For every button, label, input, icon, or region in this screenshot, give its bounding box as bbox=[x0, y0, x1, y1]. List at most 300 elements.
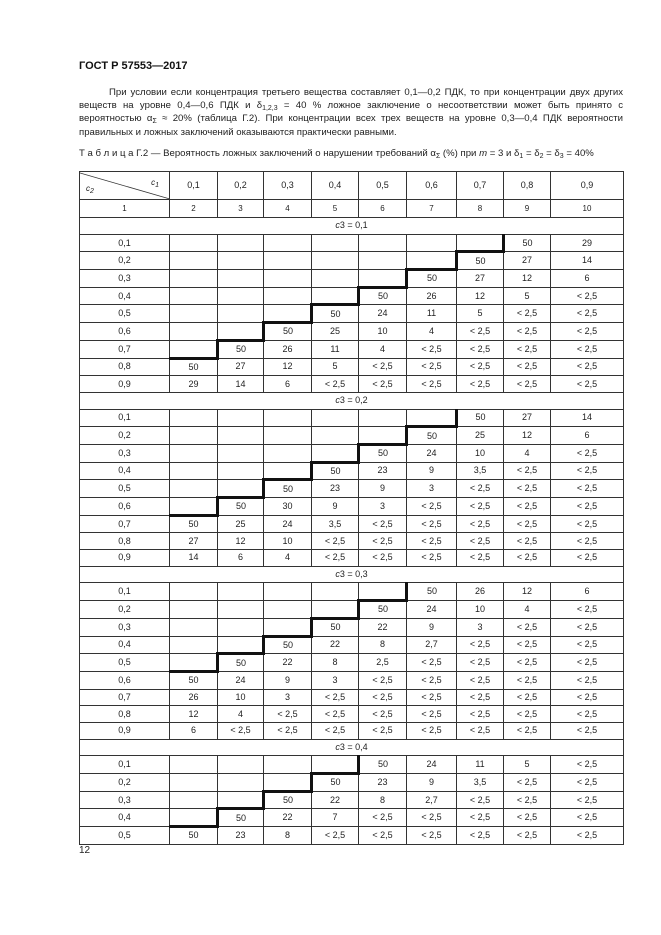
value-cell: 27 bbox=[504, 252, 551, 270]
empty-cell bbox=[170, 636, 218, 654]
value-cell: 26 bbox=[457, 583, 504, 601]
value-cell: < 2,5 bbox=[457, 533, 504, 550]
value-cell: 23 bbox=[359, 462, 407, 480]
empty-cell bbox=[359, 270, 407, 288]
value-cell: 22 bbox=[264, 809, 312, 827]
value-cell: 11 bbox=[407, 305, 457, 323]
value-cell: 12 bbox=[218, 533, 264, 550]
section-header-row bbox=[80, 566, 624, 583]
empty-cell bbox=[170, 618, 218, 636]
empty-cell bbox=[457, 234, 504, 252]
value-cell: 12 bbox=[457, 287, 504, 305]
column-header: 0,9 bbox=[551, 172, 624, 200]
value-cell: 3,5 bbox=[457, 774, 504, 792]
value-cell: < 2,5 bbox=[264, 706, 312, 723]
value-cell: 50 bbox=[170, 515, 218, 533]
value-cell: 22 bbox=[312, 791, 359, 809]
value-cell: < 2,5 bbox=[504, 654, 551, 672]
value-cell: < 2,5 bbox=[457, 671, 504, 689]
row-label-c2: 0,2 bbox=[80, 774, 170, 792]
empty-cell bbox=[312, 270, 359, 288]
row-label-c2: 0,2 bbox=[80, 601, 170, 619]
column-number: 1 bbox=[80, 200, 170, 218]
empty-cell bbox=[170, 270, 218, 288]
value-cell: 8 bbox=[264, 827, 312, 845]
empty-cell bbox=[359, 234, 407, 252]
value-cell: 24 bbox=[407, 601, 457, 619]
empty-cell bbox=[264, 270, 312, 288]
value-cell: 50 bbox=[218, 498, 264, 516]
value-cell: < 2,5 bbox=[457, 480, 504, 498]
value-cell: 3,5 bbox=[312, 515, 359, 533]
row-label-c2: 0,3 bbox=[80, 791, 170, 809]
value-cell: 5 bbox=[457, 305, 504, 323]
table-row bbox=[80, 809, 624, 827]
value-cell: 50 bbox=[312, 462, 359, 480]
section-header-row bbox=[80, 392, 624, 409]
value-cell: 50 bbox=[312, 774, 359, 792]
column-number: 7 bbox=[407, 200, 457, 218]
empty-cell bbox=[312, 427, 359, 445]
value-cell: < 2,5 bbox=[551, 689, 624, 706]
table-row bbox=[80, 498, 624, 516]
value-cell: < 2,5 bbox=[504, 515, 551, 533]
value-cell: < 2,5 bbox=[457, 722, 504, 739]
corner-cell bbox=[80, 172, 170, 200]
probability-table bbox=[79, 171, 624, 845]
value-cell: 22 bbox=[359, 618, 407, 636]
value-cell: 50 bbox=[218, 654, 264, 672]
column-number: 5 bbox=[312, 200, 359, 218]
value-cell: < 2,5 bbox=[551, 722, 624, 739]
column-header: 0,1 bbox=[170, 172, 218, 200]
row-label-c2: 0,1 bbox=[80, 756, 170, 774]
value-cell: < 2,5 bbox=[359, 706, 407, 723]
empty-cell bbox=[407, 234, 457, 252]
row-label-c2: 0,5 bbox=[80, 480, 170, 498]
empty-cell bbox=[264, 427, 312, 445]
row-label-c2: 0,4 bbox=[80, 809, 170, 827]
row-label-c2: 0,8 bbox=[80, 533, 170, 550]
value-cell: < 2,5 bbox=[407, 827, 457, 845]
value-cell: < 2,5 bbox=[457, 791, 504, 809]
table-caption bbox=[79, 148, 627, 159]
value-cell: 5 bbox=[504, 287, 551, 305]
value-cell: < 2,5 bbox=[504, 722, 551, 739]
value-cell: 24 bbox=[264, 515, 312, 533]
value-cell: < 2,5 bbox=[551, 791, 624, 809]
value-cell: < 2,5 bbox=[504, 498, 551, 516]
value-cell: < 2,5 bbox=[504, 791, 551, 809]
subscript: 1 bbox=[519, 153, 524, 160]
value-cell: < 2,5 bbox=[504, 533, 551, 550]
value-cell: < 2,5 bbox=[551, 444, 624, 462]
value-cell: < 2,5 bbox=[359, 722, 407, 739]
value-cell: 50 bbox=[170, 358, 218, 376]
value-cell: 2,7 bbox=[407, 791, 457, 809]
value-cell: 3 bbox=[312, 671, 359, 689]
body-paragraph bbox=[79, 86, 623, 139]
value-cell: < 2,5 bbox=[312, 376, 359, 393]
value-cell: < 2,5 bbox=[312, 550, 359, 567]
empty-cell bbox=[218, 409, 264, 427]
value-cell: < 2,5 bbox=[457, 550, 504, 567]
value-cell: < 2,5 bbox=[504, 323, 551, 341]
value-cell: 4 bbox=[359, 340, 407, 358]
value-cell: 11 bbox=[312, 340, 359, 358]
empty-cell bbox=[218, 427, 264, 445]
row-label-c2: 0,2 bbox=[80, 427, 170, 445]
row-label-c2: 0,5 bbox=[80, 654, 170, 672]
value-cell: < 2,5 bbox=[551, 756, 624, 774]
empty-cell bbox=[264, 444, 312, 462]
empty-cell bbox=[170, 252, 218, 270]
value-cell: < 2,5 bbox=[312, 689, 359, 706]
empty-cell bbox=[170, 601, 218, 619]
value-cell: < 2,5 bbox=[504, 706, 551, 723]
empty-cell bbox=[218, 323, 264, 341]
value-cell: < 2,5 bbox=[551, 287, 624, 305]
empty-cell bbox=[264, 601, 312, 619]
value-cell: 50 bbox=[407, 427, 457, 445]
value-cell: < 2,5 bbox=[264, 722, 312, 739]
value-cell: < 2,5 bbox=[504, 480, 551, 498]
table-row bbox=[80, 706, 624, 723]
column-number: 2 bbox=[170, 200, 218, 218]
value-cell: 25 bbox=[312, 323, 359, 341]
value-cell: 50 bbox=[359, 601, 407, 619]
value-cell: < 2,5 bbox=[312, 706, 359, 723]
value-cell: < 2,5 bbox=[457, 809, 504, 827]
empty-cell bbox=[264, 756, 312, 774]
value-cell: < 2,5 bbox=[504, 305, 551, 323]
empty-cell bbox=[264, 409, 312, 427]
row-label-c2: 0,5 bbox=[80, 305, 170, 323]
value-cell: 24 bbox=[218, 671, 264, 689]
value-cell: < 2,5 bbox=[551, 340, 624, 358]
empty-cell bbox=[264, 462, 312, 480]
value-cell: 27 bbox=[457, 270, 504, 288]
empty-cell bbox=[407, 252, 457, 270]
value-cell: 50 bbox=[359, 756, 407, 774]
column-header: 0,3 bbox=[264, 172, 312, 200]
value-cell: < 2,5 bbox=[504, 827, 551, 845]
c1-label: $c_1$ bbox=[151, 178, 159, 189]
value-cell: 4 bbox=[504, 601, 551, 619]
value-cell: 4 bbox=[504, 444, 551, 462]
value-cell: < 2,5 bbox=[359, 550, 407, 567]
table-row bbox=[80, 515, 624, 533]
row-label-c2: 0,3 bbox=[80, 444, 170, 462]
value-cell: 14 bbox=[551, 409, 624, 427]
value-cell: < 2,5 bbox=[407, 376, 457, 393]
value-cell: 2,7 bbox=[407, 636, 457, 654]
value-cell: < 2,5 bbox=[551, 533, 624, 550]
value-cell: < 2,5 bbox=[457, 498, 504, 516]
paragraph-text: ≈ 20% (таблица Г.2). При концентрации всех трех веществ на уровне 0,3—0,4 ПДК вероятности правильных и ложных заключений оказываются практически равными. bbox=[79, 113, 623, 138]
value-cell: 6 bbox=[551, 583, 624, 601]
empty-cell bbox=[170, 462, 218, 480]
value-cell: < 2,5 bbox=[407, 358, 457, 376]
value-cell: 24 bbox=[359, 305, 407, 323]
table-row bbox=[80, 791, 624, 809]
value-cell: 12 bbox=[170, 706, 218, 723]
table-row bbox=[80, 376, 624, 393]
row-label-c2: 0,5 bbox=[80, 827, 170, 845]
value-cell: < 2,5 bbox=[504, 618, 551, 636]
empty-cell bbox=[407, 409, 457, 427]
value-cell: 50 bbox=[264, 323, 312, 341]
caption-text: = 40% bbox=[563, 148, 594, 159]
table-row bbox=[80, 427, 624, 445]
value-cell: 26 bbox=[264, 340, 312, 358]
table-row bbox=[80, 305, 624, 323]
column-header: 0,2 bbox=[218, 172, 264, 200]
value-cell: < 2,5 bbox=[407, 689, 457, 706]
empty-cell bbox=[170, 498, 218, 516]
empty-cell bbox=[264, 774, 312, 792]
caption-text: = δ bbox=[523, 148, 540, 159]
row-label-c2: 0,1 bbox=[80, 583, 170, 601]
row-label-c2: 0,2 bbox=[80, 252, 170, 270]
column-number: 9 bbox=[504, 200, 551, 218]
empty-cell bbox=[218, 444, 264, 462]
value-cell: 8 bbox=[359, 636, 407, 654]
page-number: 12 bbox=[79, 845, 91, 856]
row-label-c2: 0,4 bbox=[80, 287, 170, 305]
empty-cell bbox=[264, 618, 312, 636]
value-cell: 12 bbox=[504, 583, 551, 601]
section-label: c3 = 0,3 bbox=[80, 566, 624, 583]
value-cell: 50 bbox=[218, 809, 264, 827]
empty-cell bbox=[170, 427, 218, 445]
value-cell: < 2,5 bbox=[551, 774, 624, 792]
value-cell: 50 bbox=[312, 618, 359, 636]
row-label-c2: 0,8 bbox=[80, 358, 170, 376]
header-row bbox=[80, 172, 624, 200]
value-cell: 10 bbox=[264, 533, 312, 550]
value-cell: 4 bbox=[218, 706, 264, 723]
value-cell: < 2,5 bbox=[359, 533, 407, 550]
table-row bbox=[80, 409, 624, 427]
value-cell: < 2,5 bbox=[457, 515, 504, 533]
value-cell: 26 bbox=[170, 689, 218, 706]
value-cell: < 2,5 bbox=[504, 358, 551, 376]
value-cell: < 2,5 bbox=[359, 358, 407, 376]
value-cell: 10 bbox=[218, 689, 264, 706]
table-row bbox=[80, 827, 624, 845]
table-row bbox=[80, 601, 624, 619]
value-cell: 6 bbox=[551, 270, 624, 288]
value-cell: 50 bbox=[504, 234, 551, 252]
row-label-c2: 0,9 bbox=[80, 376, 170, 393]
value-cell: < 2,5 bbox=[551, 462, 624, 480]
value-cell: 3 bbox=[359, 498, 407, 516]
row-label-c2: 0,4 bbox=[80, 462, 170, 480]
empty-cell bbox=[218, 756, 264, 774]
value-cell: 50 bbox=[264, 636, 312, 654]
value-cell: 29 bbox=[170, 376, 218, 393]
empty-cell bbox=[218, 583, 264, 601]
value-cell: < 2,5 bbox=[551, 358, 624, 376]
row-label-c2: 0,4 bbox=[80, 636, 170, 654]
value-cell: < 2,5 bbox=[218, 722, 264, 739]
value-cell: 23 bbox=[312, 480, 359, 498]
empty-cell bbox=[312, 409, 359, 427]
value-cell: < 2,5 bbox=[359, 376, 407, 393]
section-header-row bbox=[80, 739, 624, 756]
value-cell: 10 bbox=[457, 601, 504, 619]
row-label-c2: 0,3 bbox=[80, 270, 170, 288]
empty-cell bbox=[170, 654, 218, 672]
table-row bbox=[80, 618, 624, 636]
column-number: 8 bbox=[457, 200, 504, 218]
value-cell: 9 bbox=[264, 671, 312, 689]
value-cell: < 2,5 bbox=[504, 774, 551, 792]
table-row bbox=[80, 533, 624, 550]
value-cell: < 2,5 bbox=[359, 809, 407, 827]
empty-cell bbox=[264, 287, 312, 305]
table-row bbox=[80, 550, 624, 567]
column-header: 0,8 bbox=[504, 172, 551, 200]
value-cell: < 2,5 bbox=[551, 323, 624, 341]
value-cell: 50 bbox=[264, 791, 312, 809]
empty-cell bbox=[312, 287, 359, 305]
empty-cell bbox=[218, 601, 264, 619]
value-cell: < 2,5 bbox=[457, 706, 504, 723]
value-cell: 27 bbox=[504, 409, 551, 427]
empty-cell bbox=[218, 305, 264, 323]
subscript: Σ bbox=[435, 153, 441, 160]
row-label-c2: 0,7 bbox=[80, 515, 170, 533]
value-cell: 50 bbox=[359, 444, 407, 462]
value-cell: < 2,5 bbox=[551, 515, 624, 533]
column-header: 0,6 bbox=[407, 172, 457, 200]
table-row bbox=[80, 323, 624, 341]
value-cell: < 2,5 bbox=[551, 601, 624, 619]
value-cell: 23 bbox=[218, 827, 264, 845]
value-cell: < 2,5 bbox=[504, 376, 551, 393]
section-label: c3 = 0,1 bbox=[80, 218, 624, 235]
subscript: 2 bbox=[539, 153, 544, 160]
empty-cell bbox=[218, 618, 264, 636]
value-cell: 9 bbox=[407, 618, 457, 636]
empty-cell bbox=[218, 270, 264, 288]
value-cell: < 2,5 bbox=[551, 827, 624, 845]
value-cell: < 2,5 bbox=[504, 809, 551, 827]
caption-text: (%) при bbox=[440, 148, 480, 159]
row-label-c2: 0,6 bbox=[80, 671, 170, 689]
table-row bbox=[80, 583, 624, 601]
value-cell: 3 bbox=[264, 689, 312, 706]
value-cell: 7 bbox=[312, 809, 359, 827]
value-cell: 24 bbox=[407, 756, 457, 774]
value-cell: < 2,5 bbox=[407, 671, 457, 689]
value-cell: < 2,5 bbox=[504, 636, 551, 654]
value-cell: < 2,5 bbox=[551, 480, 624, 498]
table-row bbox=[80, 756, 624, 774]
value-cell: 50 bbox=[457, 409, 504, 427]
empty-cell bbox=[264, 305, 312, 323]
value-cell: < 2,5 bbox=[407, 498, 457, 516]
value-cell: 12 bbox=[504, 427, 551, 445]
row-label-c2: 0,9 bbox=[80, 722, 170, 739]
value-cell: 6 bbox=[170, 722, 218, 739]
value-cell: 26 bbox=[407, 287, 457, 305]
value-cell: < 2,5 bbox=[504, 462, 551, 480]
value-cell: 24 bbox=[407, 444, 457, 462]
value-cell: 9 bbox=[407, 462, 457, 480]
value-cell: 14 bbox=[170, 550, 218, 567]
empty-cell bbox=[264, 583, 312, 601]
row-label-c2: 0,7 bbox=[80, 689, 170, 706]
value-cell: 29 bbox=[551, 234, 624, 252]
empty-cell bbox=[170, 791, 218, 809]
caption-variable: m bbox=[479, 148, 488, 159]
value-cell: 25 bbox=[457, 427, 504, 445]
value-cell: < 2,5 bbox=[457, 827, 504, 845]
value-cell: < 2,5 bbox=[551, 618, 624, 636]
section-label: c3 = 0,4 bbox=[80, 739, 624, 756]
empty-cell bbox=[170, 756, 218, 774]
value-cell: < 2,5 bbox=[551, 654, 624, 672]
table-row bbox=[80, 636, 624, 654]
table-row bbox=[80, 671, 624, 689]
caption-text: = 3 и δ bbox=[487, 148, 520, 159]
table-row bbox=[80, 270, 624, 288]
value-cell: < 2,5 bbox=[312, 722, 359, 739]
value-cell: 8 bbox=[312, 654, 359, 672]
value-cell: 3,5 bbox=[457, 462, 504, 480]
value-cell: < 2,5 bbox=[457, 689, 504, 706]
value-cell: 50 bbox=[457, 252, 504, 270]
column-number: 10 bbox=[551, 200, 624, 218]
value-cell: 50 bbox=[312, 305, 359, 323]
value-cell: < 2,5 bbox=[312, 533, 359, 550]
value-cell: 25 bbox=[218, 515, 264, 533]
value-cell: 14 bbox=[218, 376, 264, 393]
empty-cell bbox=[170, 340, 218, 358]
value-cell: < 2,5 bbox=[407, 706, 457, 723]
value-cell: 23 bbox=[359, 774, 407, 792]
empty-cell bbox=[218, 791, 264, 809]
value-cell: < 2,5 bbox=[457, 323, 504, 341]
value-cell: 50 bbox=[170, 671, 218, 689]
value-cell: 6 bbox=[218, 550, 264, 567]
value-cell: < 2,5 bbox=[457, 340, 504, 358]
empty-cell bbox=[312, 601, 359, 619]
column-number: 3 bbox=[218, 200, 264, 218]
value-cell: < 2,5 bbox=[551, 671, 624, 689]
column-number: 6 bbox=[359, 200, 407, 218]
table-row bbox=[80, 480, 624, 498]
document-title: ГОСТ Р 57553—2017 bbox=[79, 60, 188, 72]
empty-cell bbox=[170, 480, 218, 498]
c2-label: $c_2$ bbox=[86, 184, 94, 195]
value-cell: 6 bbox=[551, 427, 624, 445]
value-cell: 8 bbox=[359, 791, 407, 809]
row-label-c2: 0,1 bbox=[80, 234, 170, 252]
value-cell: 9 bbox=[407, 774, 457, 792]
value-cell: 11 bbox=[457, 756, 504, 774]
value-cell: 9 bbox=[312, 498, 359, 516]
section-label: c3 = 0,2 bbox=[80, 392, 624, 409]
column-header: 0,4 bbox=[312, 172, 359, 200]
empty-cell bbox=[312, 583, 359, 601]
value-cell: < 2,5 bbox=[407, 722, 457, 739]
value-cell: 50 bbox=[407, 270, 457, 288]
row-label-c2: 0,6 bbox=[80, 498, 170, 516]
